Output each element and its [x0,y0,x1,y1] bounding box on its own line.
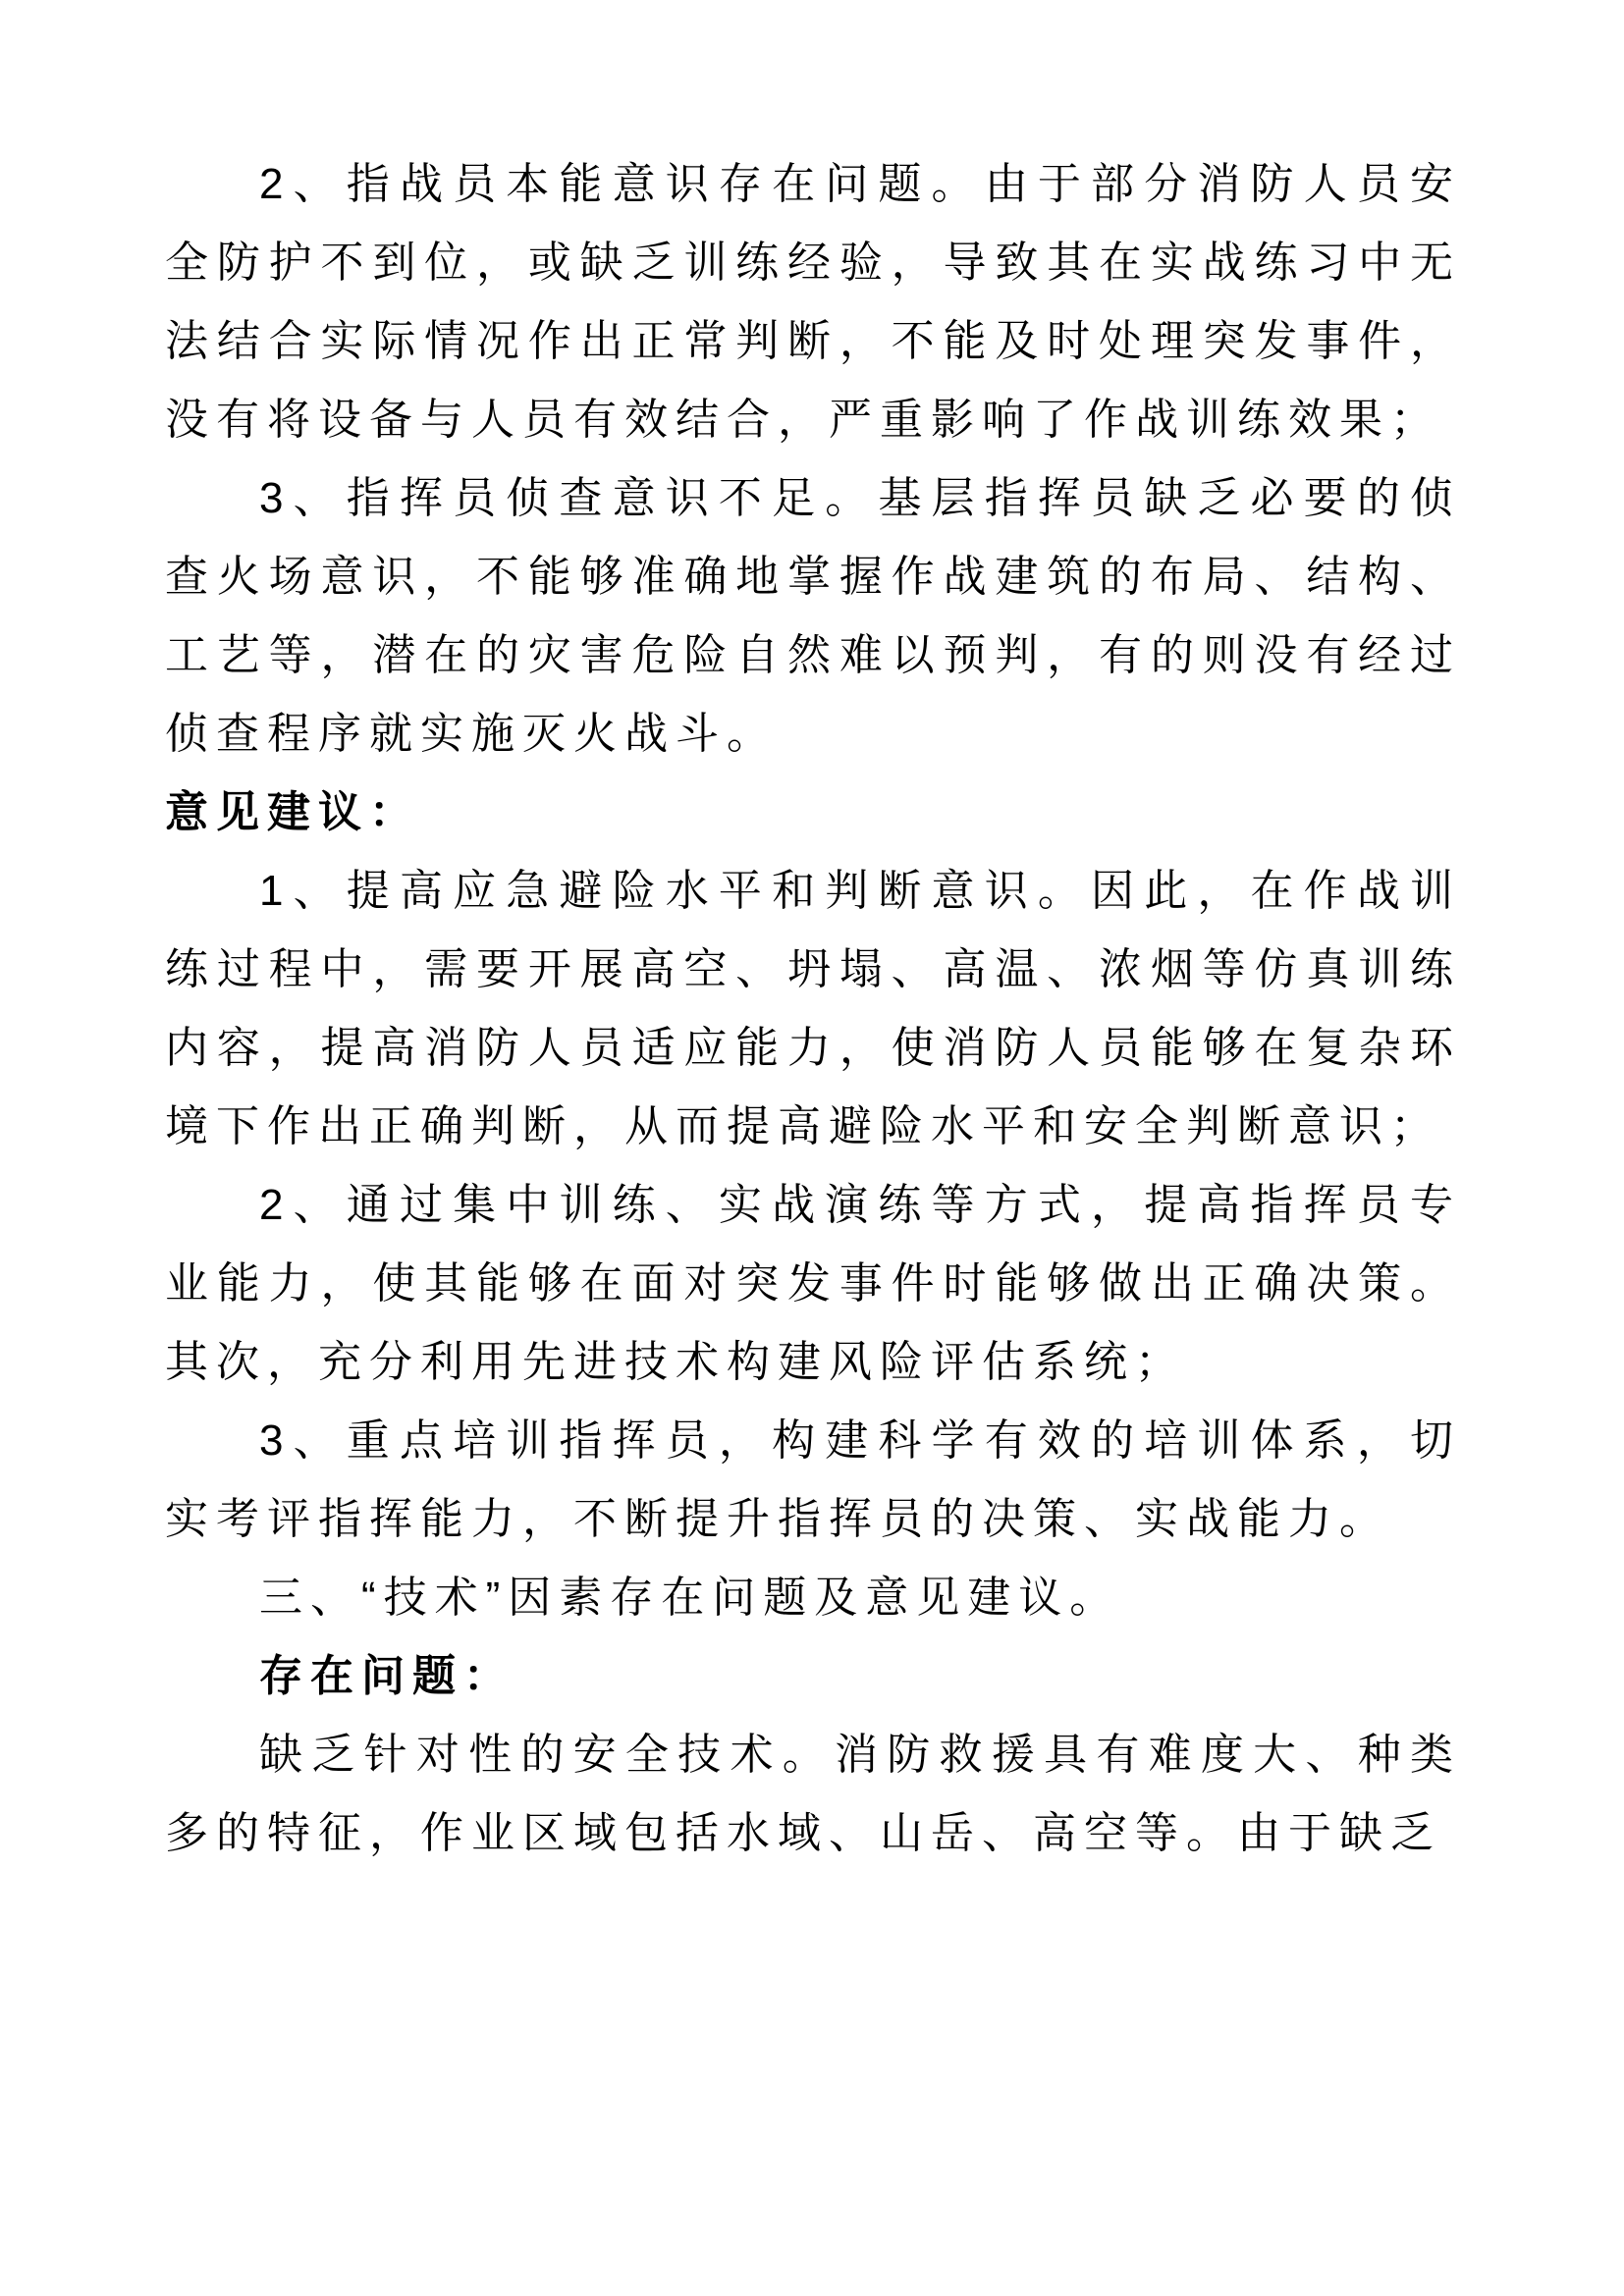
section-heading: 意见建议： [165,788,420,836]
body-paragraph: 2、通过集中训练、实战演练等方式，提高指挥员专业能力，使其能够在面对突发事件时能够做出正确决策。其次，充分利用先进技术构建风险评估系统； [165,1181,1461,1386]
body-paragraph: 3、指挥员侦查意识不足。基层指挥员缺乏必要的侦查火场意识，不能够准确地掌握作战建筑的布局、结构、工艺等，潜在的灾害危险自然难以预判，有的则没有经过侦查程序就实施灭火战斗。 [165,474,1461,758]
body-paragraph: 缺乏针对性的安全技术。消防救援具有难度大、种类多的特征，作业区域包括水域、山岳、高空等。由于缺乏 [165,1731,1461,1857]
body-paragraph: 2、指战员本能意识存在问题。由于部分消防人员安全防护不到位，或缺乏训练经验，导致其在实战练习中无法结合实际情况作出正常判断，不能及时处理突发事件，没有将设备与人员有效结合，严重影响了作战训练效果； [165,160,1461,444]
body-paragraph: 三、“技术”因素存在问题及意见建议。 [259,1574,1121,1622]
body-paragraph: 1、提高应急避险水平和判断意识。因此，在作战训练过程中，需要开展高空、坍塌、高温、浓烟等仿真训练内容，提高消防人员适应能力，使消防人员能够在复杂环境下作出正确判断，从而提高避险水平和安全判断意识； [165,867,1461,1150]
document-body [165,145,1461,1873]
body-paragraph: 3、重点培训指挥员，构建科学有效的培训体系，切实考评指挥能力，不断提升指挥员的决策、实战能力。 [165,1416,1461,1543]
section-heading: 存在问题： [259,1652,514,1700]
